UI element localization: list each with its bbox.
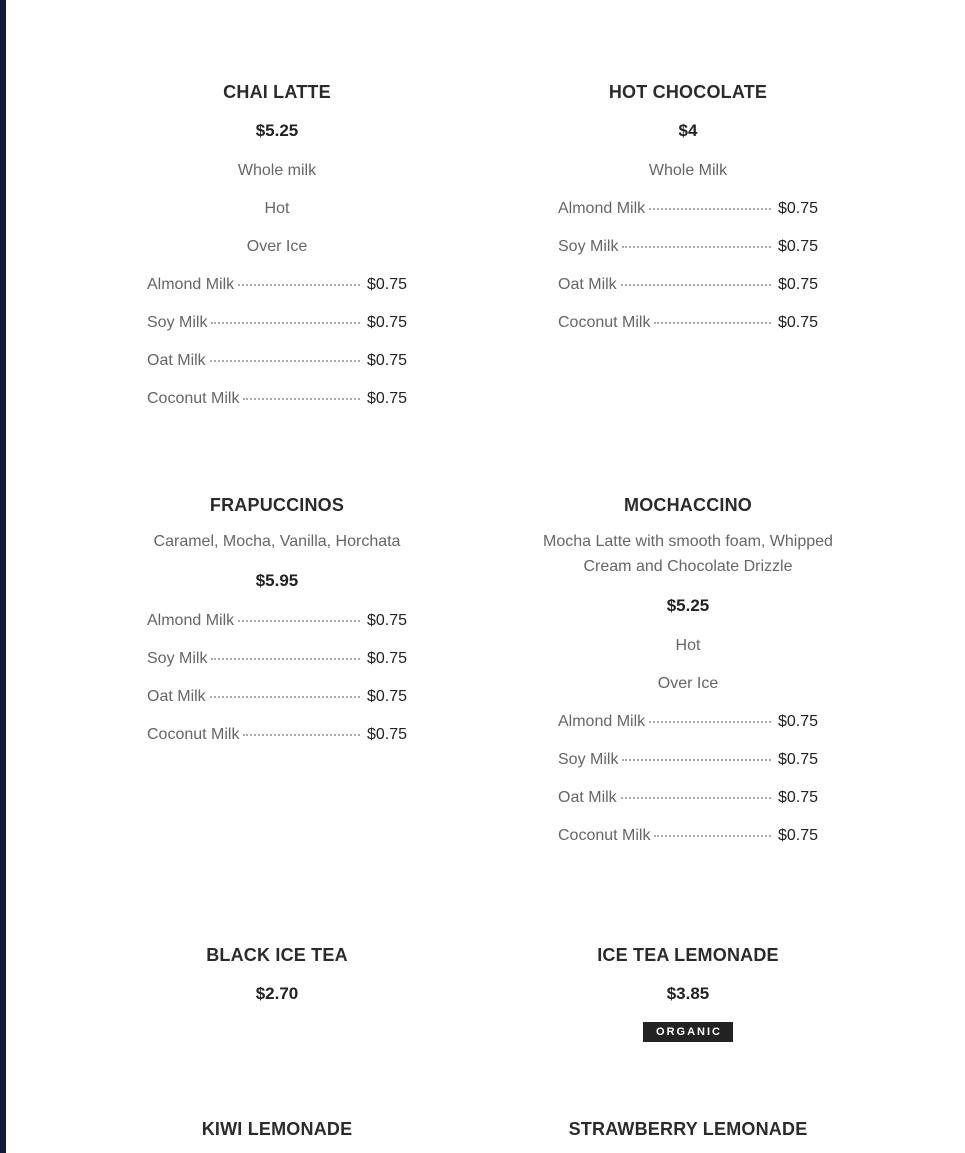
item-title: CHAI LATTE: [223, 82, 331, 102]
addon-price: $0.75: [366, 726, 407, 743]
menu-item-mochaccino: [538, 493, 838, 846]
addon-name: Almond Milk: [558, 713, 646, 730]
addon-name: Soy Milk: [147, 314, 208, 331]
addon-price: $0.75: [777, 751, 818, 768]
addon-row: [147, 389, 407, 409]
dot-leader: [621, 797, 771, 799]
addon-price: $0.75: [777, 276, 818, 293]
addon-row: [147, 725, 407, 745]
addon-name: Soy Milk: [147, 650, 208, 667]
addon-row: [147, 275, 407, 295]
dot-leader: [622, 246, 771, 248]
addon-name: Coconut Milk: [558, 827, 651, 844]
addon-list: [147, 611, 407, 745]
dot-leader: [654, 835, 770, 837]
item-option: Over Ice: [657, 675, 719, 692]
addon-price: $0.75: [366, 352, 407, 369]
dot-leader: [238, 284, 360, 286]
dot-leader: [211, 322, 360, 324]
item-title: HOT CHOCOLATE: [608, 82, 768, 102]
left-accent-bar: [0, 0, 6, 1153]
addon-price: $0.75: [366, 612, 407, 629]
addon-price: $0.75: [777, 238, 818, 255]
addon-row: [558, 712, 818, 732]
item-title: FRAPUCCINOS: [209, 495, 345, 515]
item-price: $5.25: [255, 121, 299, 140]
addon-price: $0.75: [777, 713, 818, 730]
addon-price: $0.75: [777, 827, 818, 844]
dot-leader: [210, 360, 360, 362]
addon-row: [147, 611, 407, 631]
addon-price: $0.75: [366, 314, 407, 331]
organic-badge: ORGANIC: [643, 1022, 733, 1042]
addon-price: $0.75: [366, 390, 407, 407]
item-title: MOCHACCINO: [624, 495, 752, 515]
addon-row: [147, 313, 407, 333]
addon-name: Oat Milk: [147, 352, 206, 369]
item-price: $4: [678, 121, 698, 140]
addon-row: [147, 649, 407, 669]
item-option: Hot: [675, 637, 701, 654]
dot-leader: [243, 734, 359, 736]
addon-price: $0.75: [777, 789, 818, 806]
addon-name: Oat Milk: [147, 688, 206, 705]
menu-item-black-ice-tea: [127, 943, 427, 1006]
menu-item-strawberry-lemonade: [538, 1117, 838, 1141]
addon-row: [558, 788, 818, 808]
item-price: $5.95: [255, 571, 299, 590]
addon-name: Soy Milk: [558, 238, 619, 255]
dot-leader: [622, 759, 771, 761]
item-description: Mocha Latte with smooth foam, Whipped Cream and Chocolate Drizzle: [543, 533, 833, 575]
addon-row: [558, 313, 818, 333]
addon-row: [558, 275, 818, 295]
menu-item-chai-latte: [127, 80, 427, 409]
addon-price: $0.75: [366, 688, 407, 705]
addon-row: [558, 826, 818, 846]
item-title: STRAWBERRY LEMONADE: [568, 1119, 808, 1139]
addon-name: Almond Milk: [558, 200, 646, 217]
addon-list: [558, 199, 818, 333]
item-description: Caramel, Mocha, Vanilla, Horchata: [153, 533, 401, 550]
addon-name: Soy Milk: [558, 751, 619, 768]
menu-item-ice-tea-lemonade: [538, 943, 838, 1042]
dot-leader: [649, 721, 771, 723]
dot-leader: [243, 398, 359, 400]
item-title: ICE TEA LEMONADE: [597, 945, 779, 965]
addon-name: Oat Milk: [558, 276, 617, 293]
item-price: $5.25: [666, 596, 710, 615]
addon-price: $0.75: [366, 650, 407, 667]
addon-row: [558, 750, 818, 770]
addon-name: Coconut Milk: [558, 314, 651, 331]
addon-name: Coconut Milk: [147, 390, 240, 407]
item-price: $3.85: [666, 984, 710, 1003]
item-title: BLACK ICE TEA: [206, 945, 348, 965]
item-option: Over Ice: [246, 238, 308, 255]
menu-item-frapuccinos: [127, 493, 427, 745]
addon-name: Almond Milk: [147, 612, 235, 629]
item-option: Whole milk: [237, 162, 317, 179]
dot-leader: [211, 658, 360, 660]
dot-leader: [210, 696, 360, 698]
dot-leader: [649, 208, 771, 210]
item-price: $2.70: [255, 984, 299, 1003]
addon-price: $0.75: [777, 200, 818, 217]
dot-leader: [654, 322, 770, 324]
addon-list: [147, 275, 407, 409]
dot-leader: [621, 284, 771, 286]
item-option: Hot: [264, 200, 290, 217]
addon-list: [558, 712, 818, 846]
menu-item-kiwi-lemonade: [127, 1117, 427, 1141]
dot-leader: [238, 620, 360, 622]
addon-row: [147, 351, 407, 371]
addon-row: [147, 687, 407, 707]
addon-price: $0.75: [366, 276, 407, 293]
item-title: KIWI LEMONADE: [201, 1119, 353, 1139]
addon-price: $0.75: [777, 314, 818, 331]
addon-row: [558, 237, 818, 257]
addon-name: Coconut Milk: [147, 726, 240, 743]
addon-row: [558, 199, 818, 219]
menu-item-hot-chocolate: [538, 80, 838, 333]
addon-name: Almond Milk: [147, 276, 235, 293]
addon-name: Oat Milk: [558, 789, 617, 806]
item-option: Whole Milk: [648, 162, 728, 179]
